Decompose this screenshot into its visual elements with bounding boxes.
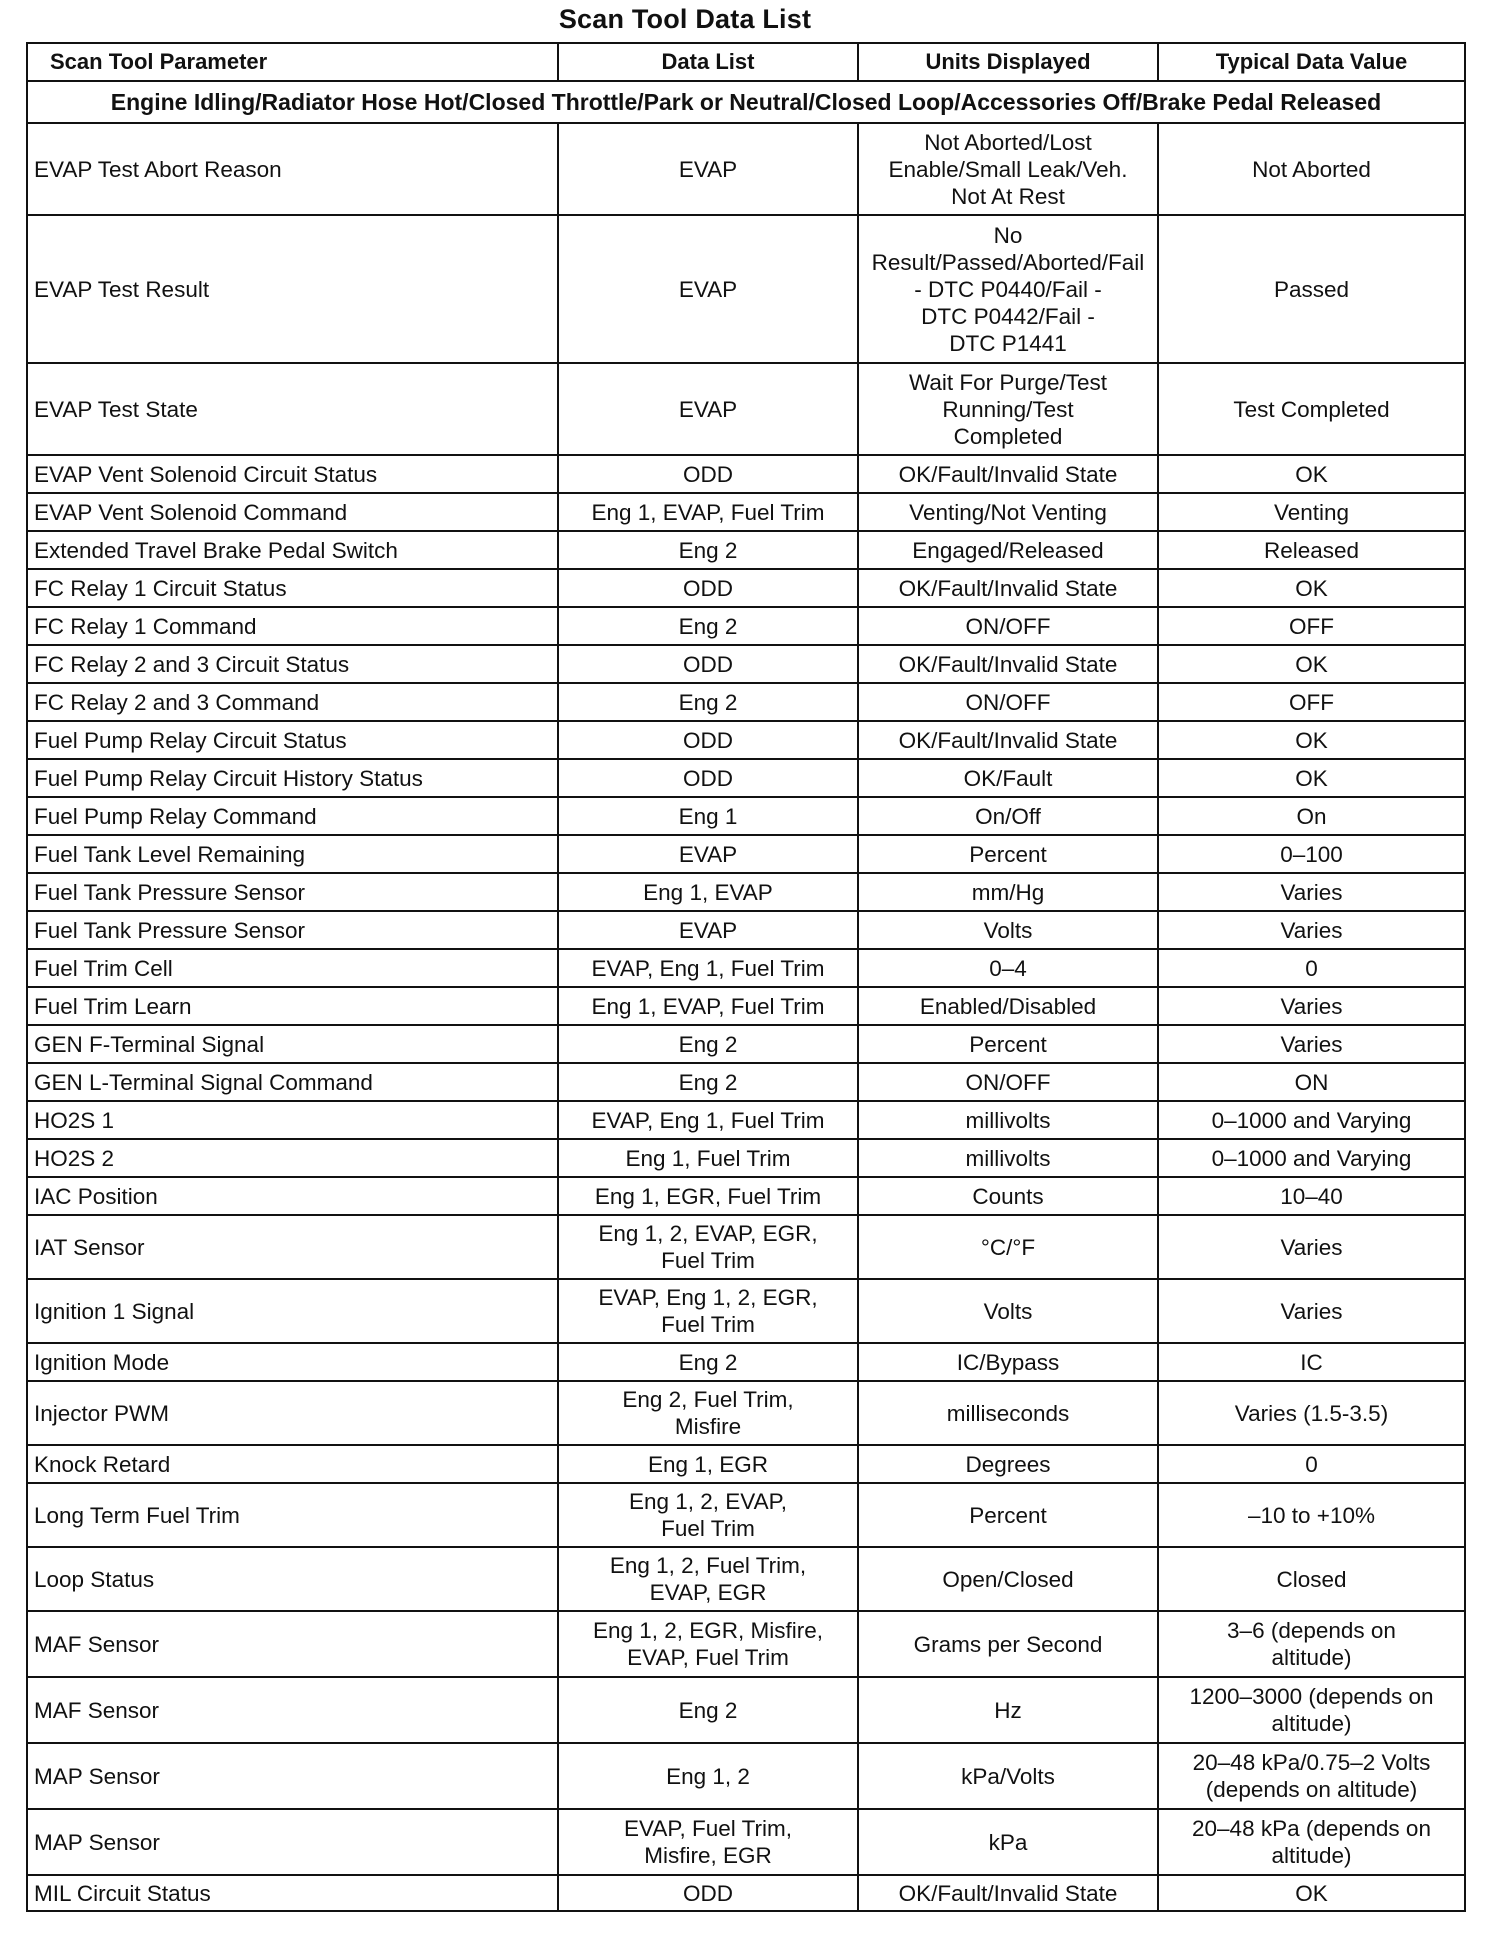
cell-units: millivolts	[858, 1101, 1158, 1139]
table-row	[27, 1875, 1465, 1911]
cell-parameter: Fuel Tank Pressure Sensor	[27, 873, 558, 911]
table-row	[27, 215, 1465, 363]
cell-units: ON/OFF	[858, 1063, 1158, 1101]
cell-data-list: EVAP	[558, 215, 858, 363]
table-row	[27, 1343, 1465, 1381]
cell-data-list: Eng 1, EGR	[558, 1445, 858, 1483]
table-row	[27, 1063, 1465, 1101]
cell-units: OK/Fault	[858, 759, 1158, 797]
cell-units: Enabled/Disabled	[858, 987, 1158, 1025]
table-row	[27, 455, 1465, 493]
cell-parameter: EVAP Test Abort Reason	[27, 123, 558, 215]
table-row	[27, 531, 1465, 569]
cell-typical-value: OK	[1158, 1875, 1465, 1911]
table-row	[27, 835, 1465, 873]
cell-parameter: Fuel Tank Pressure Sensor	[27, 911, 558, 949]
cell-units: millivolts	[858, 1139, 1158, 1177]
test-condition: Engine Idling/Radiator Hose Hot/Closed Throttle/Park or Neutral/Closed Loop/Accessories Off/Brake Pedal Released	[27, 81, 1465, 123]
cell-units: ON/OFF	[858, 607, 1158, 645]
table-row	[27, 1101, 1465, 1139]
table-row	[27, 1177, 1465, 1215]
cell-data-list: Eng 2	[558, 1025, 858, 1063]
cell-units: Counts	[858, 1177, 1158, 1215]
cell-data-list: ODD	[558, 645, 858, 683]
cell-units: Percent	[858, 1025, 1158, 1063]
cell-units: No Result/Passed/Aborted/Fail - DTC P0440/Fail - DTC P0442/Fail - DTC P1441	[858, 215, 1158, 363]
cell-units: OK/Fault/Invalid State	[858, 569, 1158, 607]
cell-units: Volts	[858, 1279, 1158, 1343]
cell-parameter: FC Relay 2 and 3 Circuit Status	[27, 645, 558, 683]
cell-units: OK/Fault/Invalid State	[858, 645, 1158, 683]
cell-units: Not Aborted/Lost Enable/Small Leak/Veh. Not At Rest	[858, 123, 1158, 215]
cell-parameter: MIL Circuit Status	[27, 1875, 558, 1911]
cell-units: OK/Fault/Invalid State	[858, 455, 1158, 493]
cell-parameter: MAF Sensor	[27, 1677, 558, 1743]
cell-units: On/Off	[858, 797, 1158, 835]
header-data-list: Data List	[558, 43, 858, 81]
cell-parameter: Fuel Pump Relay Circuit Status	[27, 721, 558, 759]
cell-data-list: EVAP, Eng 1, Fuel Trim	[558, 949, 858, 987]
cell-units: kPa	[858, 1809, 1158, 1875]
table-row	[27, 1139, 1465, 1177]
cell-typical-value: Not Aborted	[1158, 123, 1465, 215]
cell-parameter: MAP Sensor	[27, 1743, 558, 1809]
cell-typical-value: Varies (1.5-3.5)	[1158, 1381, 1465, 1445]
table-row	[27, 1381, 1465, 1445]
cell-data-list: Eng 1, 2, Fuel Trim, EVAP, EGR	[558, 1547, 858, 1611]
cell-data-list: Eng 2	[558, 1063, 858, 1101]
cell-typical-value: Venting	[1158, 493, 1465, 531]
table-row	[27, 987, 1465, 1025]
table-row	[27, 493, 1465, 531]
cell-typical-value: OFF	[1158, 607, 1465, 645]
cell-typical-value: Closed	[1158, 1547, 1465, 1611]
cell-data-list: Eng 1	[558, 797, 858, 835]
scan-tool-data-table	[26, 42, 1466, 1912]
cell-parameter: Ignition Mode	[27, 1343, 558, 1381]
cell-typical-value: OK	[1158, 455, 1465, 493]
cell-parameter: Knock Retard	[27, 1445, 558, 1483]
cell-parameter: GEN L-Terminal Signal Command	[27, 1063, 558, 1101]
cell-data-list: EVAP	[558, 123, 858, 215]
cell-parameter: Fuel Pump Relay Circuit History Status	[27, 759, 558, 797]
cell-units: mm/Hg	[858, 873, 1158, 911]
table-row	[27, 569, 1465, 607]
cell-data-list: Eng 2	[558, 1677, 858, 1743]
cell-typical-value: Varies	[1158, 911, 1465, 949]
cell-units: °C/°F	[858, 1215, 1158, 1279]
cell-parameter: FC Relay 1 Command	[27, 607, 558, 645]
cell-data-list: ODD	[558, 1875, 858, 1911]
cell-parameter: EVAP Vent Solenoid Circuit Status	[27, 455, 558, 493]
cell-units: Engaged/Released	[858, 531, 1158, 569]
cell-data-list: EVAP	[558, 911, 858, 949]
cell-data-list: EVAP	[558, 835, 858, 873]
table-row	[27, 1743, 1465, 1809]
cell-parameter: MAP Sensor	[27, 1809, 558, 1875]
cell-data-list: Eng 1, EVAP, Fuel Trim	[558, 987, 858, 1025]
cell-typical-value: ON	[1158, 1063, 1465, 1101]
cell-units: Percent	[858, 835, 1158, 873]
cell-typical-value: 10–40	[1158, 1177, 1465, 1215]
cell-units: milliseconds	[858, 1381, 1158, 1445]
cell-typical-value: 1200–3000 (depends on altitude)	[1158, 1677, 1465, 1743]
cell-units: ON/OFF	[858, 683, 1158, 721]
cell-typical-value: 20–48 kPa (depends on altitude)	[1158, 1809, 1465, 1875]
page-title: Scan Tool Data List	[558, 4, 812, 34]
table-row	[27, 1677, 1465, 1743]
cell-data-list: Eng 1, EVAP	[558, 873, 858, 911]
table-row	[27, 949, 1465, 987]
cell-data-list: EVAP, Eng 1, 2, EGR, Fuel Trim	[558, 1279, 858, 1343]
cell-typical-value: OK	[1158, 721, 1465, 759]
cell-units: Grams per Second	[858, 1611, 1158, 1677]
cell-units: Wait For Purge/Test Running/Test Completed	[858, 363, 1158, 455]
cell-parameter: FC Relay 2 and 3 Command	[27, 683, 558, 721]
table-row	[27, 363, 1465, 455]
header-typical-data-value: Typical Data Value	[1158, 43, 1465, 81]
cell-units: Hz	[858, 1677, 1158, 1743]
cell-typical-value: On	[1158, 797, 1465, 835]
header-units-displayed: Units Displayed	[858, 43, 1158, 81]
table-row	[27, 123, 1465, 215]
cell-data-list: Eng 1, 2	[558, 1743, 858, 1809]
table-row	[27, 645, 1465, 683]
table-row	[27, 1809, 1465, 1875]
cell-parameter: Extended Travel Brake Pedal Switch	[27, 531, 558, 569]
cell-parameter: FC Relay 1 Circuit Status	[27, 569, 558, 607]
cell-units: kPa/Volts	[858, 1743, 1158, 1809]
table-row	[27, 911, 1465, 949]
table-row	[27, 1611, 1465, 1677]
cell-units: OK/Fault/Invalid State	[858, 721, 1158, 759]
cell-parameter: EVAP Test Result	[27, 215, 558, 363]
condition-row	[27, 81, 1465, 123]
table-row	[27, 1025, 1465, 1063]
table-row	[27, 1547, 1465, 1611]
cell-typical-value: OK	[1158, 759, 1465, 797]
cell-parameter: EVAP Test State	[27, 363, 558, 455]
cell-typical-value: OK	[1158, 569, 1465, 607]
table-row	[27, 721, 1465, 759]
table-row	[27, 1279, 1465, 1343]
table-row	[27, 1445, 1465, 1483]
table-row	[27, 759, 1465, 797]
cell-parameter: Fuel Tank Level Remaining	[27, 835, 558, 873]
cell-typical-value: Varies	[1158, 1215, 1465, 1279]
cell-typical-value: Varies	[1158, 987, 1465, 1025]
cell-units: Degrees	[858, 1445, 1158, 1483]
cell-data-list: EVAP, Eng 1, Fuel Trim	[558, 1101, 858, 1139]
cell-typical-value: 0–1000 and Varying	[1158, 1139, 1465, 1177]
cell-parameter: Injector PWM	[27, 1381, 558, 1445]
cell-data-list: Eng 2, Fuel Trim, Misfire	[558, 1381, 858, 1445]
cell-parameter: GEN F-Terminal Signal	[27, 1025, 558, 1063]
cell-units: IC/Bypass	[858, 1343, 1158, 1381]
table-body	[27, 123, 1465, 1911]
cell-parameter: HO2S 1	[27, 1101, 558, 1139]
cell-typical-value: Released	[1158, 531, 1465, 569]
table-row	[27, 1215, 1465, 1279]
cell-parameter: MAF Sensor	[27, 1611, 558, 1677]
cell-data-list: Eng 1, EVAP, Fuel Trim	[558, 493, 858, 531]
cell-parameter: Fuel Trim Cell	[27, 949, 558, 987]
cell-data-list: Eng 2	[558, 1343, 858, 1381]
cell-typical-value: Varies	[1158, 1025, 1465, 1063]
cell-data-list: ODD	[558, 455, 858, 493]
cell-parameter: IAC Position	[27, 1177, 558, 1215]
table-row	[27, 797, 1465, 835]
table-row	[27, 607, 1465, 645]
cell-data-list: EVAP	[558, 363, 858, 455]
cell-typical-value: –10 to +10%	[1158, 1483, 1465, 1547]
cell-typical-value: 20–48 kPa/0.75–2 Volts (depends on altitude)	[1158, 1743, 1465, 1809]
cell-typical-value: 0	[1158, 1445, 1465, 1483]
cell-data-list: ODD	[558, 721, 858, 759]
cell-typical-value: IC	[1158, 1343, 1465, 1381]
cell-data-list: ODD	[558, 569, 858, 607]
cell-data-list: EVAP, Fuel Trim, Misfire, EGR	[558, 1809, 858, 1875]
cell-units: Open/Closed	[858, 1547, 1158, 1611]
cell-typical-value: 3–6 (depends on altitude)	[1158, 1611, 1465, 1677]
cell-typical-value: Test Completed	[1158, 363, 1465, 455]
table-row	[27, 873, 1465, 911]
cell-units: Volts	[858, 911, 1158, 949]
cell-parameter: IAT Sensor	[27, 1215, 558, 1279]
table-row	[27, 1483, 1465, 1547]
table-row	[27, 683, 1465, 721]
cell-units: Venting/Not Venting	[858, 493, 1158, 531]
cell-data-list: ODD	[558, 759, 858, 797]
cell-data-list: Eng 1, 2, EVAP, Fuel Trim	[558, 1483, 858, 1547]
cell-units: Percent	[858, 1483, 1158, 1547]
cell-units: 0–4	[858, 949, 1158, 987]
cell-parameter: Ignition 1 Signal	[27, 1279, 558, 1343]
cell-typical-value: Varies	[1158, 1279, 1465, 1343]
cell-typical-value: 0–1000 and Varying	[1158, 1101, 1465, 1139]
cell-parameter: Fuel Trim Learn	[27, 987, 558, 1025]
cell-typical-value: OFF	[1158, 683, 1465, 721]
cell-parameter: Loop Status	[27, 1547, 558, 1611]
cell-typical-value: Varies	[1158, 873, 1465, 911]
cell-parameter: Fuel Pump Relay Command	[27, 797, 558, 835]
cell-typical-value: Passed	[1158, 215, 1465, 363]
cell-units: OK/Fault/Invalid State	[858, 1875, 1158, 1911]
cell-parameter: HO2S 2	[27, 1139, 558, 1177]
cell-typical-value: 0	[1158, 949, 1465, 987]
cell-data-list: Eng 1, 2, EGR, Misfire, EVAP, Fuel Trim	[558, 1611, 858, 1677]
cell-data-list: Eng 1, EGR, Fuel Trim	[558, 1177, 858, 1215]
cell-typical-value: 0–100	[1158, 835, 1465, 873]
cell-parameter: Long Term Fuel Trim	[27, 1483, 558, 1547]
cell-data-list: Eng 2	[558, 683, 858, 721]
cell-data-list: Eng 2	[558, 531, 858, 569]
header-row	[27, 43, 1465, 81]
cell-typical-value: OK	[1158, 645, 1465, 683]
header-scan-tool-parameter: Scan Tool Parameter	[27, 43, 558, 81]
cell-data-list: Eng 1, Fuel Trim	[558, 1139, 858, 1177]
cell-parameter: EVAP Vent Solenoid Command	[27, 493, 558, 531]
cell-data-list: Eng 2	[558, 607, 858, 645]
cell-data-list: Eng 1, 2, EVAP, EGR, Fuel Trim	[558, 1215, 858, 1279]
